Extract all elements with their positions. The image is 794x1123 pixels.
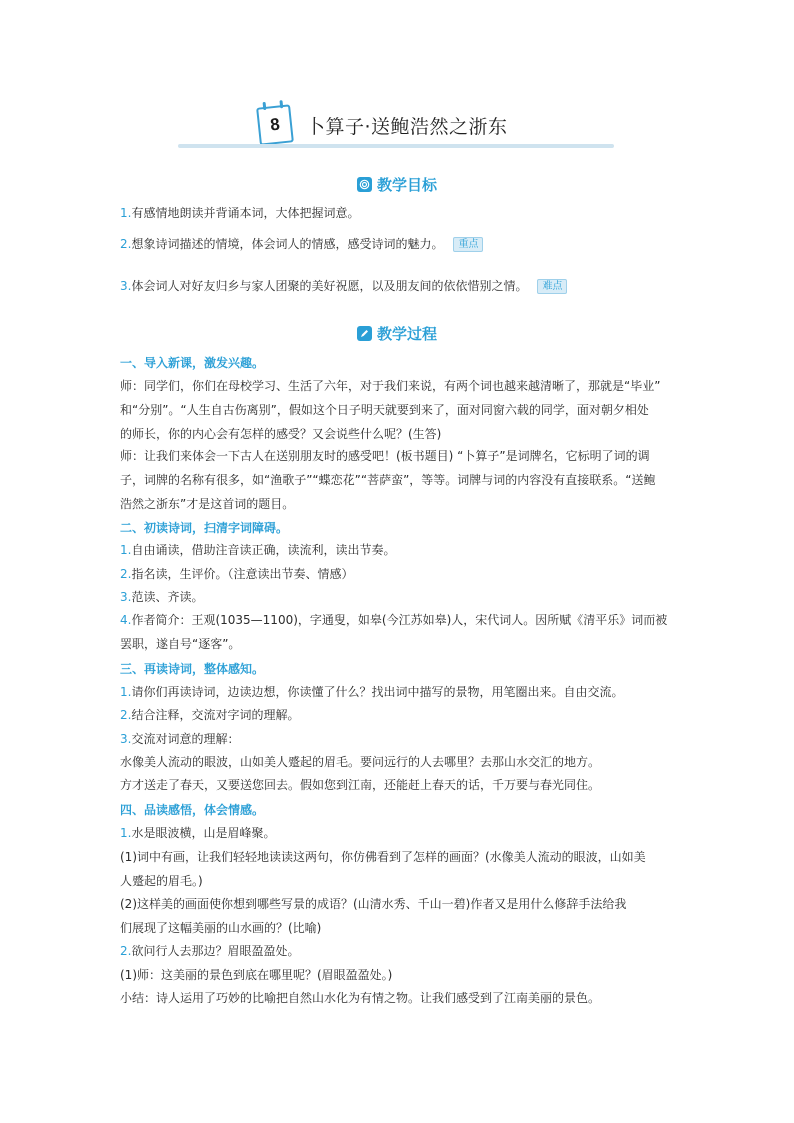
paragraph-line: (1)师：这美丽的景色到底在哪里呢？(眉眼盈盈处。) (120, 968, 393, 982)
paragraph-line: 方才送走了春天，又要送您回去。假如您到江南，还能赶上春天的话，千万要与春光同住。 (120, 778, 601, 792)
list-item: 1.请你们再读诗词，边读边想，你读懂了什么？找出词中描写的景物，用笔圈出来。自由交流。 (120, 685, 624, 699)
paragraph-line: 罢职，遂自号“逐客”。 (120, 637, 241, 651)
difficulty-badge: 难点 (537, 279, 567, 294)
title-underline (178, 144, 614, 148)
goal-item: 1.有感情地朗读并背诵本词，大体把握词意。 (120, 206, 360, 220)
step-heading: 一、导入新课，激发兴趣。 (120, 356, 265, 370)
list-item: 2.欲问行人去那边？眉眼盈盈处。 (120, 944, 300, 958)
list-item: 3.范读、齐读。 (120, 590, 204, 604)
calendar-icon (256, 104, 294, 145)
summary-line: 小结：诗人运用了巧妙的比喻把自然山水化为有情之物。让我们感受到了江南美丽的景色。 (120, 991, 601, 1005)
process-section-header (0, 323, 794, 344)
key-point-badge: 重点 (453, 237, 483, 252)
paragraph-line: 浩然之浙东”才是这首词的题目。 (120, 497, 295, 511)
list-item: 1.水是眼波横，山是眉峰聚。 (120, 826, 276, 840)
paragraph-line: 和“分别”。“人生自古伤离别”，假如这个日子明天就要到来了，面对同窗六载的同学，面对朝夕相处 (120, 403, 649, 417)
process-heading: 教学过程 (376, 325, 437, 343)
step-heading: 四、品读感悟，体会情感。 (120, 803, 265, 817)
lesson-header (178, 104, 614, 150)
list-item: 2.指名读，生评价。（注意读出节奏、情感） (120, 567, 354, 581)
paragraph-line: (2)这样美的画面使你想到哪些写景的成语？(山清水秀、千山一碧)作者又是用什么修辞手法给我 (120, 897, 627, 911)
paragraph-line: 们展现了这幅美丽的山水画的？(比喻) (120, 921, 322, 935)
paragraph-line: (1)词中有画，让我们轻轻地读读这两句，你仿佛看到了怎样的画面？(水像美人流动的眼波，山如美 (120, 850, 646, 864)
paragraph-line: 的师长，你的内心会有怎样的感受？又会说些什么呢？(生答) (120, 427, 442, 441)
paragraph-line: 水像美人流动的眼波，山如美人蹙起的眉毛。要问远行的人去哪里？去那山水交汇的地方。 (120, 755, 601, 769)
list-item: 1.自由诵读，借助注音读正确，读流利，读出节奏。 (120, 543, 396, 557)
lesson-title: 卜算子·送鲍浩然之浙东 (306, 116, 508, 138)
goal-item: 2.想象诗词描述的情境，体会词人的情感，感受诗词的魅力。 重点 (120, 236, 680, 252)
list-item: 3.交流对词意的理解： (120, 732, 240, 746)
paragraph-line: 子，词牌的名称有很多，如“渔歌子”“蝶恋花”“菩萨蛮”，等等。词牌与词的内容没有直接联系。“送鲍 (120, 473, 656, 487)
list-item: 4.作者简介：王观(1035—1100)，字通叟，如皋(今江苏如皋)人，宋代词人。因所赋《清平乐》词而被 (120, 613, 668, 627)
paragraph-line: 师：同学们，你们在母校学习、生活了六年，对于我们来说，有两个词也越来越清晰了，那就是“毕业” (120, 379, 661, 393)
target-icon (357, 177, 372, 192)
goals-section-header (0, 174, 794, 195)
paragraph-line: 师：让我们来体会一下古人在送别朋友时的感受吧！(板书题目) “卜算子”是词牌名，它标明了词的调 (120, 449, 650, 463)
lesson-number: 8 (269, 114, 281, 135)
step-heading: 三、再读诗词，整体感知。 (120, 662, 265, 676)
goals-heading: 教学目标 (376, 176, 437, 194)
paragraph-line: 人蹙起的眉毛。) (120, 874, 203, 888)
pencil-icon (357, 326, 372, 341)
goal-item: 3.体会词人对好友归乡与家人团聚的美好祝愿，以及朋友间的依依惜别之情。 难点 (120, 278, 680, 294)
step-heading: 二、初读诗词，扫清字词障碍。 (120, 521, 289, 535)
list-item: 2.结合注释，交流对字词的理解。 (120, 708, 300, 722)
